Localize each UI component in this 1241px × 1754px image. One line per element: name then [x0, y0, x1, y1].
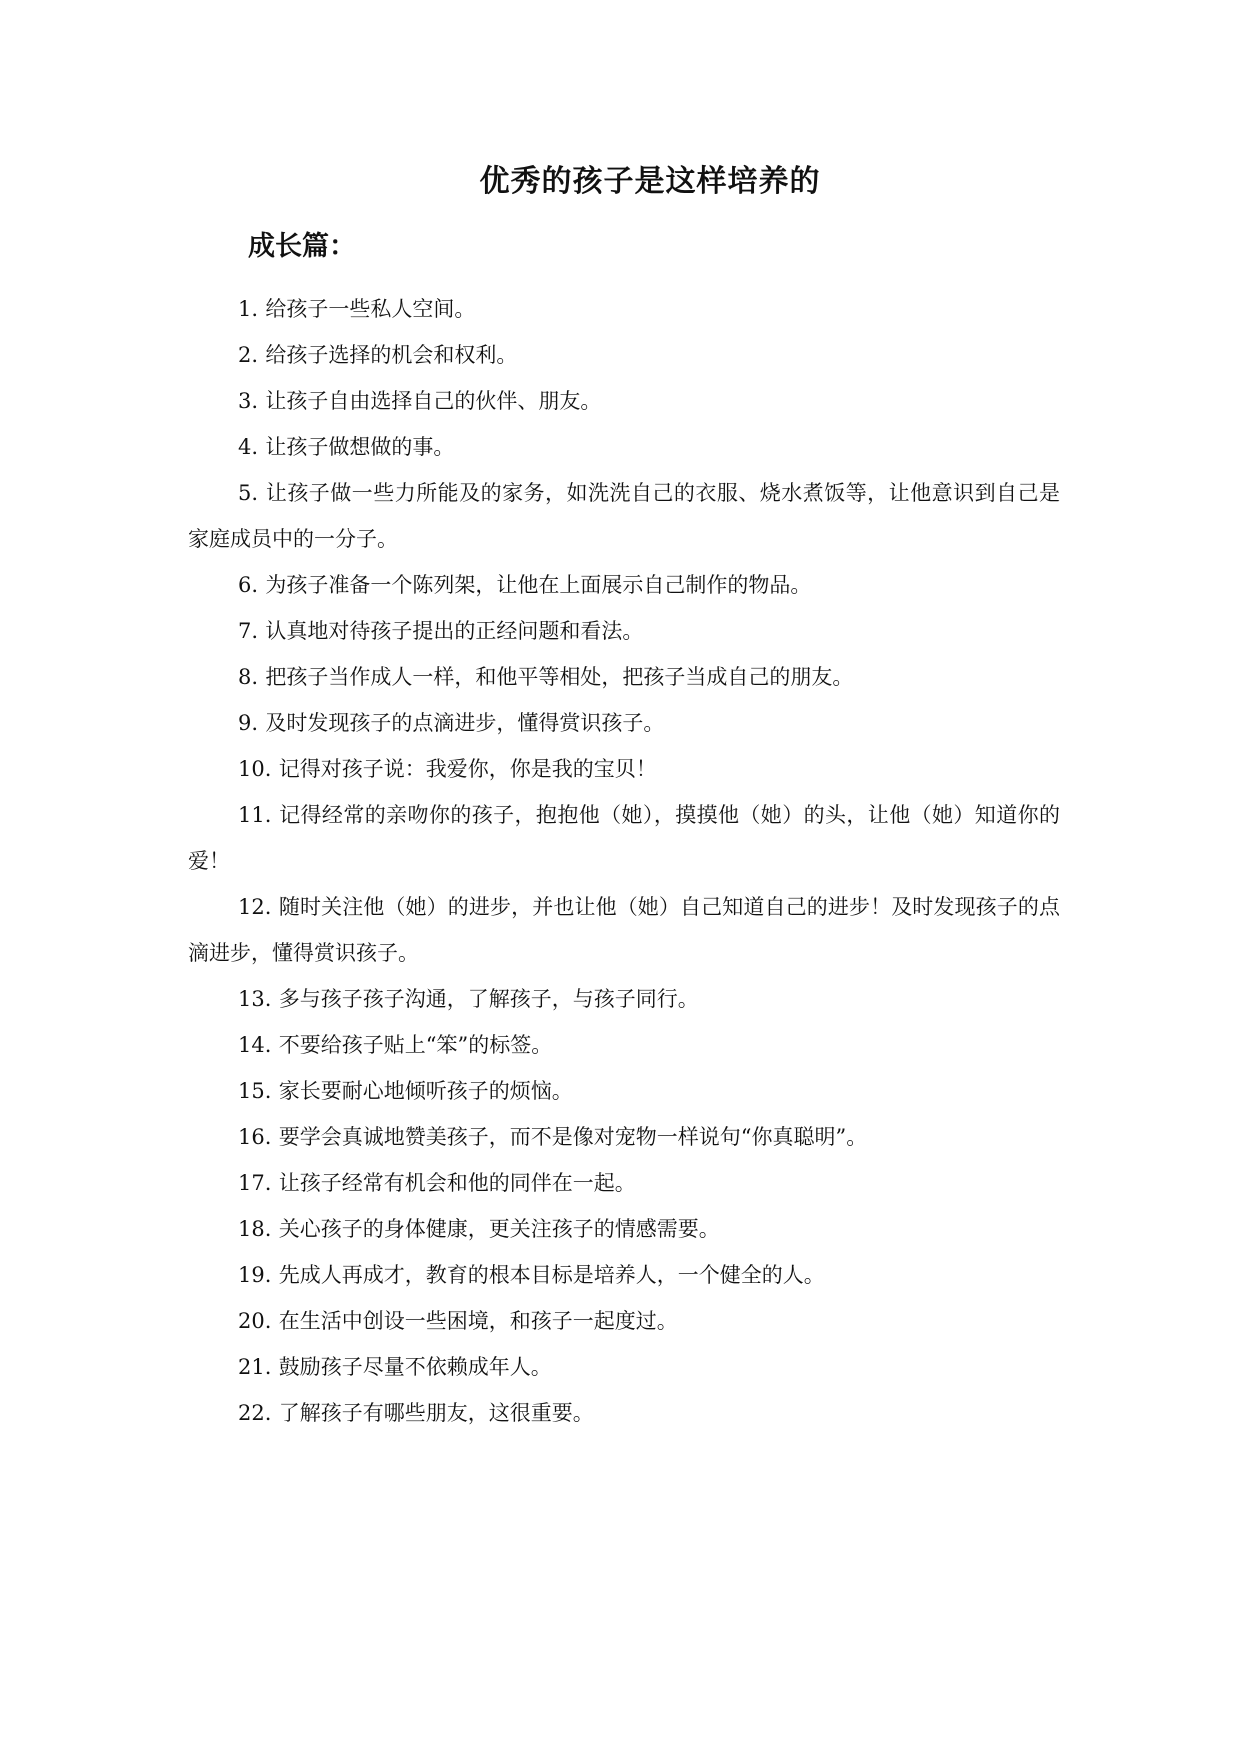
- item-text: 关心孩子的身体健康，更关注孩子的情感需要。: [278, 1217, 720, 1241]
- item-number: 7: [238, 619, 252, 643]
- item-number: 4: [238, 435, 252, 459]
- item-text: 了解孩子有哪些朋友，这很重要。: [278, 1401, 594, 1425]
- item-text: 把孩子当作成人一样，和他平等相处，把孩子当成自己的朋友。: [265, 665, 854, 689]
- item-number: 17: [238, 1171, 265, 1195]
- list-item: 18. 关心孩子的身体健康，更关注孩子的情感需要。: [188, 1206, 1060, 1252]
- item-text: 让孩子做一些力所能及的家务，如洗洗自己的衣服、烧水煮饭等，让他意识到自己是家庭成员中的一分子。: [188, 481, 1060, 551]
- list-item: 6. 为孩子准备一个陈列架，让他在上面展示自己制作的物品。: [188, 562, 1060, 608]
- item-number: 1: [238, 297, 252, 321]
- list-item: 21. 鼓励孩子尽量不依赖成年人。: [188, 1344, 1060, 1390]
- list-item: 4. 让孩子做想做的事。: [188, 424, 1060, 470]
- list-item: 22. 了解孩子有哪些朋友，这很重要。: [188, 1390, 1060, 1436]
- item-text: 记得对孩子说：我爱你，你是我的宝贝！: [278, 757, 657, 781]
- item-number: 20: [238, 1309, 265, 1333]
- item-text: 认真地对待孩子提出的正经问题和看法。: [265, 619, 644, 643]
- item-text: 给孩子一些私人空间。: [265, 297, 476, 321]
- growth-tips-list: [188, 286, 1060, 1436]
- item-number: 6: [238, 573, 252, 597]
- item-text: 记得经常的亲吻你的孩子，抱抱他（她），摸摸他（她）的头，让他（她）知道你的爱！: [188, 803, 1060, 873]
- item-number: 14: [238, 1033, 265, 1057]
- item-text: 家长要耐心地倾听孩子的烦恼。: [278, 1079, 573, 1103]
- item-number: 18: [238, 1217, 265, 1241]
- item-text: 先成人再成才，教育的根本目标是培养人，一个健全的人。: [278, 1263, 825, 1287]
- item-text: 为孩子准备一个陈列架，让他在上面展示自己制作的物品。: [265, 573, 812, 597]
- list-item: 17. 让孩子经常有机会和他的同伴在一起。: [188, 1160, 1060, 1206]
- list-item: 16. 要学会真诚地赞美孩子，而不是像对宠物一样说句“你真聪明”。: [188, 1114, 1060, 1160]
- section-heading: 成长篇：: [248, 231, 356, 262]
- item-number: 5: [238, 481, 252, 505]
- page-title: 优秀的孩子是这样培养的: [479, 164, 821, 199]
- item-text: 在生活中创设一些困境，和孩子一起度过。: [278, 1309, 678, 1333]
- item-number: 16: [238, 1125, 265, 1149]
- item-number: 15: [238, 1079, 265, 1103]
- list-item: 5. 让孩子做一些力所能及的家务，如洗洗自己的衣服、烧水煮饭等，让他意识到自己是家庭成员中的一分子。: [188, 470, 1060, 562]
- list-item: 10. 记得对孩子说：我爱你，你是我的宝贝！: [188, 746, 1060, 792]
- list-item: 7. 认真地对待孩子提出的正经问题和看法。: [188, 608, 1060, 654]
- item-text: 及时发现孩子的点滴进步，懂得赏识孩子。: [265, 711, 665, 735]
- item-number: 2: [238, 343, 252, 367]
- list-item: 1. 给孩子一些私人空间。: [188, 286, 1060, 332]
- item-text: 让孩子自由选择自己的伙伴、朋友。: [265, 389, 602, 413]
- item-number: 19: [238, 1263, 265, 1287]
- item-number: 11: [238, 803, 265, 827]
- list-item: 19. 先成人再成才，教育的根本目标是培养人，一个健全的人。: [188, 1252, 1060, 1298]
- list-item: 14. 不要给孩子贴上“笨”的标签。: [188, 1022, 1060, 1068]
- list-item: 3. 让孩子自由选择自己的伙伴、朋友。: [188, 378, 1060, 424]
- list-item: 15. 家长要耐心地倾听孩子的烦恼。: [188, 1068, 1060, 1114]
- item-text: 让孩子做想做的事。: [265, 435, 455, 459]
- item-number: 10: [238, 757, 265, 781]
- list-item: 8. 把孩子当作成人一样，和他平等相处，把孩子当成自己的朋友。: [188, 654, 1060, 700]
- item-text: 要学会真诚地赞美孩子，而不是像对宠物一样说句“你真聪明”。: [278, 1125, 868, 1149]
- item-number: 12: [238, 895, 265, 919]
- item-text: 让孩子经常有机会和他的同伴在一起。: [278, 1171, 636, 1195]
- list-item: 2. 给孩子选择的机会和权利。: [188, 332, 1060, 378]
- list-item: 9. 及时发现孩子的点滴进步，懂得赏识孩子。: [188, 700, 1060, 746]
- item-text: 鼓励孩子尽量不依赖成年人。: [278, 1355, 552, 1379]
- item-text: 不要给孩子贴上“笨”的标签。: [278, 1033, 553, 1057]
- item-text: 随时关注他（她）的进步，并也让他（她）自己知道自己的进步！及时发现孩子的点滴进步，懂得赏识孩子。: [188, 895, 1060, 965]
- item-number: 8: [238, 665, 252, 689]
- item-text: 多与孩子孩子沟通，了解孩子，与孩子同行。: [278, 987, 699, 1011]
- item-number: 3: [238, 389, 252, 413]
- item-number: 9: [238, 711, 252, 735]
- item-number: 22: [238, 1401, 265, 1425]
- item-text: 给孩子选择的机会和权利。: [265, 343, 518, 367]
- list-item: 20. 在生活中创设一些困境，和孩子一起度过。: [188, 1298, 1060, 1344]
- item-number: 13: [238, 987, 265, 1011]
- item-number: 21: [238, 1355, 265, 1379]
- list-item: 12. 随时关注他（她）的进步，并也让他（她）自己知道自己的进步！及时发现孩子的点滴进步，懂得赏识孩子。: [188, 884, 1060, 976]
- list-item: 11. 记得经常的亲吻你的孩子，抱抱他（她），摸摸他（她）的头，让他（她）知道你的爱！: [188, 792, 1060, 884]
- list-item: 13. 多与孩子孩子沟通，了解孩子，与孩子同行。: [188, 976, 1060, 1022]
